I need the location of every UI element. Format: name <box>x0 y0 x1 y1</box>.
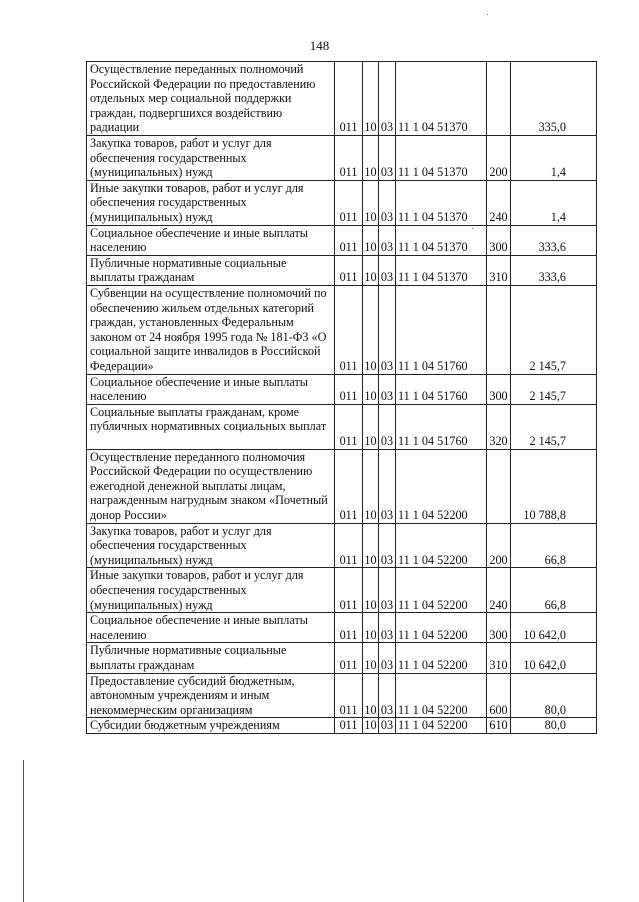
ministry-code: 011 <box>335 180 363 225</box>
target-article-code: 11 1 04 52200 <box>396 568 487 613</box>
item-name: Субвенции на осуществление полномочий по обеспечению жильем отдельных категорий граждан, установленных Федеральным законом от 24 ноября 1995 года № 181-ФЗ «О социальной защите инвалидов в Российской Федерации» <box>87 285 335 374</box>
target-article-code: 11 1 04 52200 <box>396 673 487 718</box>
amount: 335,0 <box>511 62 597 136</box>
subsection-code: 03 <box>379 180 396 225</box>
subsection-code: 03 <box>379 255 396 285</box>
expense-type-code: 300 <box>487 374 511 404</box>
expense-type-code: 240 <box>487 180 511 225</box>
subsection-code: 03 <box>379 568 396 613</box>
subsection-code: 03 <box>379 136 396 181</box>
table-row <box>87 673 597 718</box>
subsection-code: 03 <box>379 673 396 718</box>
ministry-code: 011 <box>335 643 363 673</box>
subsection-code: 03 <box>379 374 396 404</box>
section-code: 10 <box>363 374 379 404</box>
ministry-code: 011 <box>335 673 363 718</box>
expense-type-code: 240 <box>487 568 511 613</box>
item-name: Социальное обеспечение и иные выплаты населению <box>87 613 335 643</box>
amount: 2 145,7 <box>511 404 597 449</box>
amount: 10 788,8 <box>511 449 597 523</box>
section-code: 10 <box>363 285 379 374</box>
item-name: Социальное обеспечение и иные выплаты населению <box>87 225 335 255</box>
section-code: 10 <box>364 718 377 733</box>
section-code: 10 <box>363 62 379 136</box>
subsection-code: 03 <box>379 643 396 673</box>
amount: 2 145,7 <box>511 285 597 374</box>
table-row <box>87 180 597 225</box>
amount: 10 642,0 <box>511 643 597 673</box>
table-row <box>87 374 597 404</box>
subsection-code: 03 <box>379 404 396 449</box>
table-row <box>87 718 597 734</box>
ministry-code: 011 <box>335 255 363 285</box>
expense-type-code: 600 <box>487 673 511 718</box>
section-code: 10 <box>363 136 379 181</box>
target-article-code: 11 1 04 51370 <box>396 62 487 136</box>
budget-table <box>86 61 597 734</box>
item-name: Публичные нормативные социальные выплаты гражданам <box>87 643 335 673</box>
budget-table-body <box>87 62 597 734</box>
target-article-code: 11 1 04 51370 <box>396 136 487 181</box>
target-article-code: 11 1 04 52200 <box>396 718 487 734</box>
ministry-code: 011 <box>335 136 363 181</box>
subsection-code: 03 <box>379 225 396 255</box>
item-name: Публичные нормативные социальные выплаты гражданам <box>87 255 335 285</box>
scan-speck <box>487 14 488 15</box>
binding-edge <box>23 760 24 902</box>
ministry-code: 011 <box>335 523 363 568</box>
section-code: 10 <box>363 643 379 673</box>
item-name: Предоставление субсидий бюджетным, автономным учреждениям и иным некоммерческим организациям <box>87 673 335 718</box>
subsection-code: 03 <box>379 449 396 523</box>
table-row <box>87 449 597 523</box>
expense-type-code <box>487 285 511 374</box>
section-code: 10 <box>363 225 379 255</box>
table-row <box>87 225 597 255</box>
subsection-code: 03 <box>379 523 396 568</box>
ministry-code: 011 <box>335 568 363 613</box>
section-code: 10 <box>363 404 379 449</box>
target-article-code: 11 1 04 51760 <box>396 404 487 449</box>
expense-type-code: 200 <box>487 523 511 568</box>
expense-type-code: 300 <box>487 225 511 255</box>
expense-type-code: 320 <box>487 404 511 449</box>
target-article-code: 11 1 04 51370 <box>396 180 487 225</box>
table-row <box>87 285 597 374</box>
amount: 10 642,0 <box>511 613 597 643</box>
target-article-code: 11 1 04 52200 <box>396 523 487 568</box>
target-article-code: 11 1 04 51370 <box>396 255 487 285</box>
item-name: Закупка товаров, работ и услуг для обеспечения государственных (муниципальных) нужд <box>87 523 335 568</box>
item-name: Социальные выплаты гражданам, кроме публичных нормативных социальных выплат <box>87 404 335 449</box>
subsection-code: 03 <box>379 62 396 136</box>
target-article-code: 11 1 04 51370 <box>396 225 487 255</box>
table-row <box>87 643 597 673</box>
ministry-code: 011 <box>335 62 363 136</box>
section-code: 10 <box>363 255 379 285</box>
ministry-code: 011 <box>335 225 363 255</box>
expense-type-code: 610 <box>487 718 511 734</box>
table-row <box>87 568 597 613</box>
amount: 1,4 <box>511 136 597 181</box>
table-row <box>87 613 597 643</box>
amount: 1,4 <box>511 180 597 225</box>
expense-type-code: 310 <box>487 643 511 673</box>
item-name: Иные закупки товаров, работ и услуг для обеспечения государственных (муниципальных) нужд <box>87 568 335 613</box>
item-name: Иные закупки товаров, работ и услуг для обеспечения государственных (муниципальных) нужд <box>87 180 335 225</box>
section-code: 10 <box>363 568 379 613</box>
section-code: 10 <box>363 613 379 643</box>
expense-type-code: 310 <box>487 255 511 285</box>
ministry-code: 011 <box>335 374 363 404</box>
amount: 80,0 <box>511 718 597 734</box>
section-code: 10 <box>363 673 379 718</box>
ministry-code: 011 <box>335 404 363 449</box>
ministry-code: 011 <box>335 285 363 374</box>
expense-type-code <box>487 62 511 136</box>
subsection-code: 03 <box>379 613 396 643</box>
amount: 66,8 <box>511 523 597 568</box>
amount: 2 145,7 <box>511 374 597 404</box>
section-code: 10 <box>363 180 379 225</box>
table-row <box>87 62 597 136</box>
expense-type-code <box>487 449 511 523</box>
item-name: Осуществление переданных полномочий Российской Федерации по предоставлению отдельных мер социальной поддержки граждан, подвергшихся воздействию радиации <box>87 62 335 136</box>
expense-type-code: 300 <box>487 613 511 643</box>
item-name: Субсидии бюджетным учреждениям <box>87 718 335 734</box>
section-code: 10 <box>363 449 379 523</box>
ministry-code: 011 <box>335 718 363 734</box>
target-article-code: 11 1 04 52200 <box>396 613 487 643</box>
target-article-code: 11 1 04 52200 <box>396 449 487 523</box>
ministry-code: 011 <box>335 613 363 643</box>
target-article-code: 11 1 04 51760 <box>396 285 487 374</box>
ministry-code: 011 <box>335 449 363 523</box>
item-name: Социальное обеспечение и иные выплаты населению <box>87 374 335 404</box>
subsection-code: 03 <box>379 718 396 734</box>
item-name: Закупка товаров, работ и услуг для обеспечения государственных (муниципальных) нужд <box>87 136 335 181</box>
amount: 80,0 <box>511 673 597 718</box>
expense-type-code: 200 <box>487 136 511 181</box>
table-row <box>87 255 597 285</box>
table-row <box>87 523 597 568</box>
target-article-code: 11 1 04 51760 <box>396 374 487 404</box>
amount: 66,8 <box>511 568 597 613</box>
table-row <box>87 404 597 449</box>
amount: 333,6 <box>511 225 597 255</box>
item-name: Осуществление переданного полномочия Российской Федерации по осуществлению ежегодной денежной выплаты лицам, награжденным нагрудным знаком «Почетный донор России» <box>87 449 335 523</box>
amount: 333,6 <box>511 255 597 285</box>
page-number: 148 <box>309 38 330 53</box>
subsection-code: 03 <box>379 285 396 374</box>
section-code: 10 <box>363 523 379 568</box>
table-row <box>87 136 597 181</box>
target-article-code: 11 1 04 52200 <box>396 643 487 673</box>
